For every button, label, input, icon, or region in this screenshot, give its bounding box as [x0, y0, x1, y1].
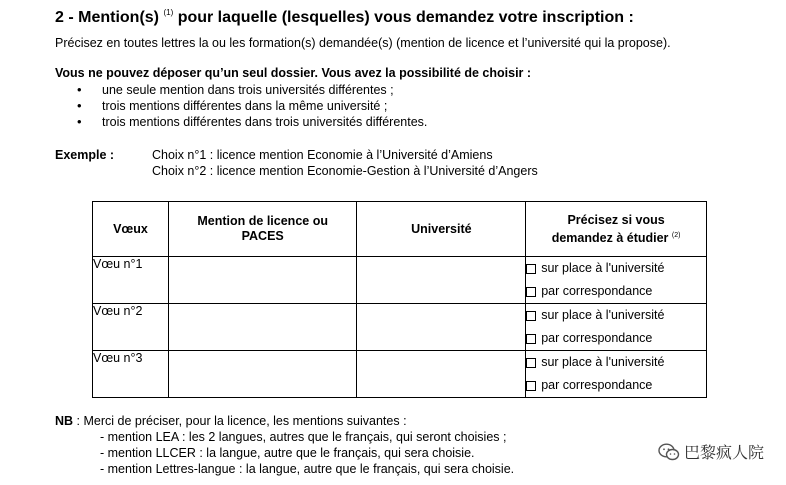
list-item: • une seule mention dans trois universités différentes ; — [77, 82, 427, 98]
mention-cell[interactable] — [168, 304, 357, 351]
example-line: Choix n°1 : licence mention Economie à l’Université d’Amiens — [152, 148, 493, 162]
checkbox-icon[interactable] — [526, 358, 536, 368]
list-item: • trois mentions différentes dans trois universités différentes. — [77, 114, 427, 130]
nb-note — [55, 414, 407, 428]
option-correspondance[interactable]: par correspondance — [526, 280, 706, 303]
checkbox-icon[interactable] — [526, 334, 536, 344]
header-precisez: Précisez si vous demandez à étudier $^{(2)}$ — [526, 202, 707, 257]
mode-cell — [526, 257, 707, 304]
example-line: Choix n°2 : licence mention Economie-Gestion à l’Université d’Angers — [152, 164, 538, 178]
checkbox-icon[interactable] — [526, 311, 536, 321]
option-sur-place[interactable]: sur place à l'université — [526, 304, 706, 327]
voeu-label: Vœu n°1 — [93, 257, 169, 304]
voeu-label: Vœu n°2 — [93, 304, 169, 351]
wechat-icon — [658, 443, 680, 461]
table-row — [93, 351, 707, 398]
table-row — [93, 257, 707, 304]
nb-item: - mention LEA : les 2 langues, autres que le français, qui seront choisies ; — [100, 430, 507, 444]
watermark-text: 巴黎疯人院 — [683, 445, 764, 462]
list-item: • trois mentions différentes dans la même université ; — [77, 98, 427, 114]
choices-title: Vous ne pouvez déposer qu’un seul dossier. Vous avez la possibilité de choisir : — [55, 66, 532, 80]
universite-cell[interactable] — [357, 351, 526, 398]
option-correspondance[interactable]: par correspondance — [526, 327, 706, 350]
checkbox-icon[interactable] — [526, 287, 536, 297]
mode-cell — [526, 304, 707, 351]
table-row — [93, 304, 707, 351]
voeux-table — [92, 201, 707, 398]
header-mention: Mention de licence ou PACES — [168, 202, 357, 257]
watermark — [658, 440, 764, 463]
option-sur-place[interactable]: sur place à l'université — [526, 351, 706, 374]
nb-label: NB — [55, 414, 74, 428]
checkbox-icon[interactable] — [526, 381, 536, 391]
intro-text: Précisez en toutes lettres la ou les formation(s) demandée(s) (mention de licence et l’université qui la propose). — [55, 36, 671, 50]
option-sur-place[interactable]: sur place à l'université — [526, 257, 706, 280]
title-footnote: (1) — [163, 8, 174, 17]
header-universite: Université — [357, 202, 526, 257]
choices-list — [77, 82, 427, 130]
table-header-row — [93, 202, 707, 257]
nb-item: - mention LLCER : la langue, autre que le français, qui sera choisie. — [100, 446, 475, 460]
title-main: 2 - Mention(s) — [55, 9, 159, 26]
section-title — [55, 8, 634, 27]
universite-cell[interactable] — [357, 304, 526, 351]
checkbox-icon[interactable] — [526, 264, 536, 274]
mention-cell[interactable] — [168, 257, 357, 304]
nb-item: - mention Lettres-langue : la langue, autre que le français, qui sera choisie. — [100, 462, 515, 476]
option-correspondance[interactable]: par correspondance — [526, 374, 706, 397]
title-rest: pour laquelle (lesquelles) vous demandez votre inscription : — [177, 9, 634, 26]
mention-cell[interactable] — [168, 351, 357, 398]
nb-text: : Merci de préciser, pour la licence, les mentions suivantes : — [76, 414, 407, 428]
voeu-label: Vœu n°3 — [93, 351, 169, 398]
example-label: Exemple : — [55, 148, 115, 162]
mode-cell — [526, 351, 707, 398]
universite-cell[interactable] — [357, 257, 526, 304]
header-voeux: Vœux — [93, 202, 169, 257]
